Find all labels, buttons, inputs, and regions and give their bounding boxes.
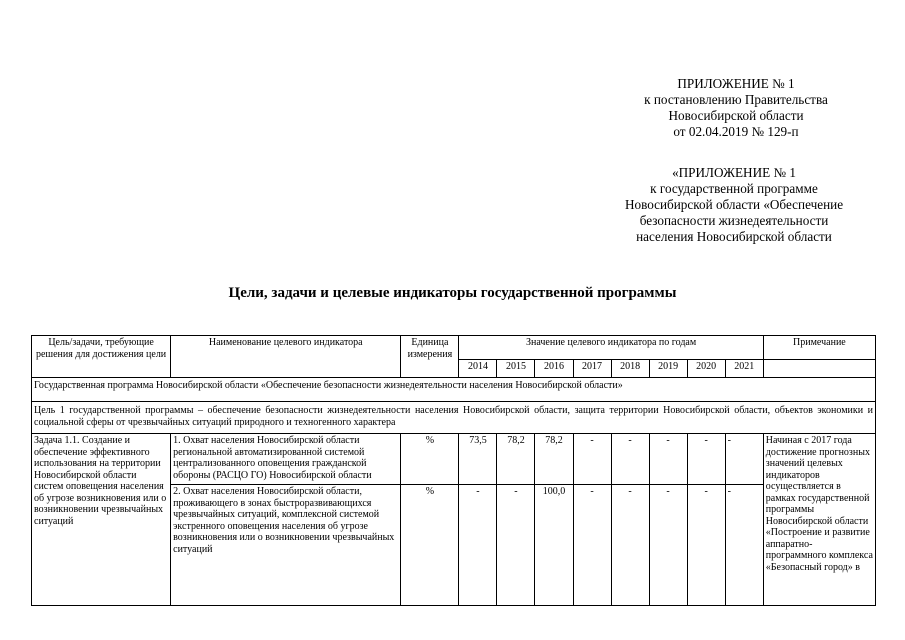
year-header: 2021 — [725, 360, 763, 378]
year-header: 2014 — [459, 360, 497, 378]
header-goal: Цель/задачи, требующие решения для достижения цели — [32, 336, 171, 378]
header-unit: Единица измерения — [401, 336, 459, 378]
indicator-value: - — [725, 434, 763, 485]
appendix-decree-block — [603, 76, 869, 140]
appendix-decree-line: от 02.04.2019 № 129-п — [673, 124, 799, 139]
note-empty-cell — [763, 360, 875, 378]
appendix-decree-line: ПРИЛОЖЕНИЕ № 1 — [677, 76, 795, 91]
appendix-decree-line: Новосибирской области — [668, 108, 804, 123]
appendix-program-block — [598, 165, 870, 245]
year-header: 2018 — [611, 360, 649, 378]
header-indicator: Наименование целевого индикатора — [171, 336, 401, 378]
indicator-value: - — [687, 434, 725, 485]
indicators-table — [31, 335, 876, 606]
indicator-value: 73,5 — [459, 434, 497, 485]
appendix-program-line: Новосибирской области «Обеспечение — [624, 197, 844, 212]
indicator-value: 78,2 — [535, 434, 573, 485]
table-row — [32, 434, 876, 485]
document-title: Цели, задачи и целевые индикаторы государственной программы — [228, 285, 677, 301]
appendix-program-line: населения Новосибирской области — [636, 229, 832, 244]
indicator-name: 2. Охват населения Новосибирской области, проживающего в зонах быстроразвивающихся чрезвычайных ситуаций, комплексной системой экстренного оповещения населения об угрозе возникновения или о возникновении чрезвычайных ситуаций — [171, 485, 401, 606]
goal-row — [32, 402, 876, 434]
indicator-value: - — [687, 485, 725, 606]
indicator-value: - — [459, 485, 497, 606]
indicator-name: 1. Охват населения Новосибирской области региональной автоматизированной системой централизованного оповещения гражданской обороны (РАСЦО ГО) Новосибирской области — [171, 434, 401, 485]
indicator-value: - — [611, 434, 649, 485]
indicator-value: - — [649, 434, 687, 485]
indicator-unit: % — [401, 485, 459, 606]
note-cell: Начиная с 2017 года достижение прогнозных значений целевых индикаторов осуществляется в рамках государственной программы Новосибирской области «Построение и развитие аппаратно-программного комплекса «Безопасный город» в — [763, 434, 875, 606]
indicator-value: - — [649, 485, 687, 606]
goal-text: Цель 1 государственной программы – обеспечение безопасности жизнедеятельности населения Новосибирской области, защита территории Новосибирской области, объектов экономики и социальной сферы от чрезвычайных ситуаций природного и техногенного характера — [32, 402, 876, 434]
year-header: 2017 — [573, 360, 611, 378]
appendix-program-line: безопасности жизнедеятельности — [639, 213, 829, 228]
year-header: 2020 — [687, 360, 725, 378]
indicator-unit: % — [401, 434, 459, 485]
year-header: 2019 — [649, 360, 687, 378]
indicator-value: - — [611, 485, 649, 606]
appendix-decree-line: к постановлению Правительства — [644, 92, 828, 107]
program-name: Государственная программа Новосибирской области «Обеспечение безопасности жизнедеятельности населения Новосибирской области» — [32, 378, 876, 402]
indicator-value: - — [725, 485, 763, 606]
task-cell: Задача 1.1. Создание и обеспечение эффективного использования на территории Новосибирской области систем оповещения населения об угрозе возникновения или о возникновении чрезвычайных ситуаций — [32, 434, 171, 606]
indicator-value: 100,0 — [535, 485, 573, 606]
indicator-value: - — [497, 485, 535, 606]
year-header: 2015 — [497, 360, 535, 378]
indicator-value: - — [573, 485, 611, 606]
program-row — [32, 378, 876, 402]
header-note: Примечание — [763, 336, 875, 360]
appendix-program-line: «ПРИЛОЖЕНИЕ № 1 — [672, 165, 796, 180]
indicator-value: 78,2 — [497, 434, 535, 485]
header-values: Значение целевого индикатора по годам — [459, 336, 763, 360]
year-header: 2016 — [535, 360, 573, 378]
table-header-row — [32, 336, 876, 360]
appendix-program-line: к государственной программе — [650, 181, 818, 196]
indicator-value: - — [573, 434, 611, 485]
